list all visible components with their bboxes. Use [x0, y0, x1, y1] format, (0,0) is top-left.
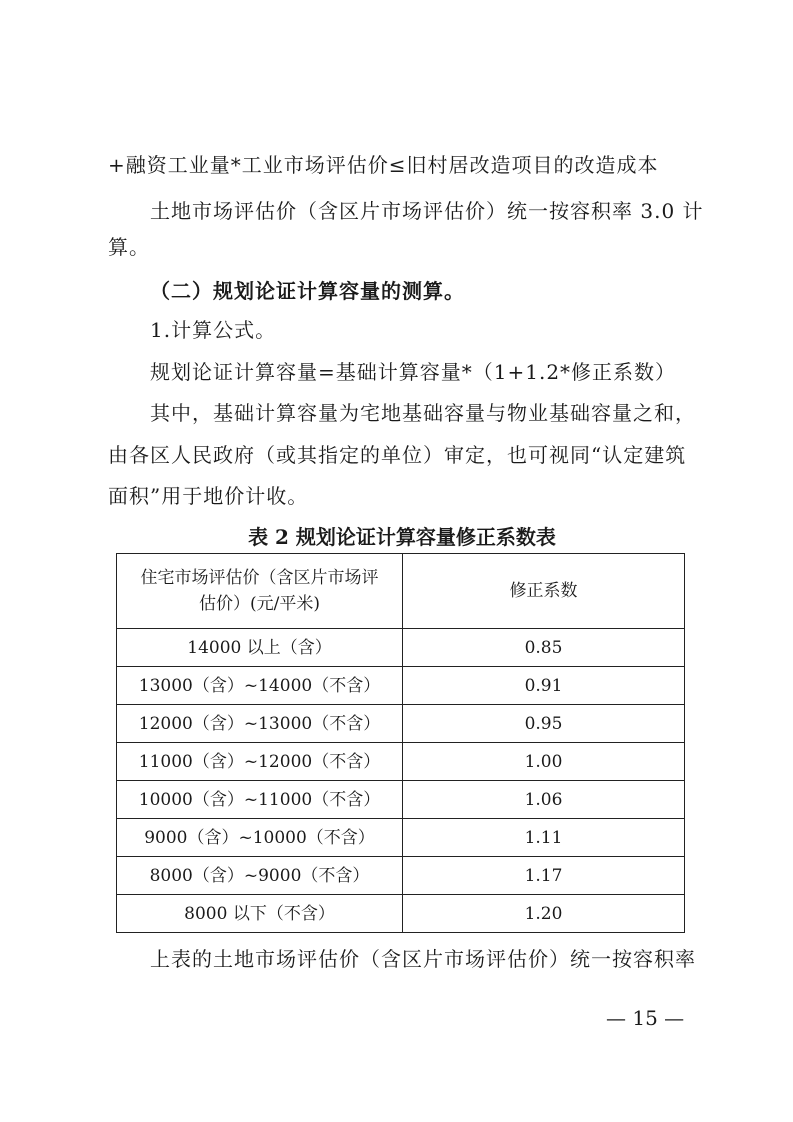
price-range-cell: 8000（含）~9000（不含）: [117, 857, 403, 895]
table-row: [117, 895, 685, 933]
table-row: [117, 629, 685, 667]
table-caption: 表 2 规划论证计算容量修正系数表: [248, 525, 556, 549]
coefficient-cell: 1.00: [403, 743, 685, 781]
coefficient-cell: 0.85: [403, 629, 685, 667]
paragraph-line: 上表的土地市场评估价（含区片市场评估价）统一按容积率: [150, 947, 696, 971]
paragraph-line: 土地市场评估价（含区片市场评估价）统一按容积率 3.0 计: [150, 199, 704, 223]
list-item: 1.计算公式。: [150, 318, 277, 342]
paragraph-line: 其中，基础计算容量为宅地基础容量与物业基础容量之和，: [150, 401, 696, 425]
table-row: [117, 857, 685, 895]
header-price-range: [117, 554, 403, 629]
header-price-range-line2: 估价）(元/平米): [199, 594, 320, 614]
coefficient-cell: 1.11: [403, 819, 685, 857]
coefficient-cell: 0.91: [403, 667, 685, 705]
paragraph-line: 面积”用于地价计收。: [108, 484, 309, 508]
formula-line: 规划论证计算容量=基础计算容量*（1+1.2*修正系数）: [150, 360, 677, 384]
coefficient-cell: 1.17: [403, 857, 685, 895]
paragraph-line: 算。: [108, 235, 150, 259]
coefficient-cell: 1.20: [403, 895, 685, 933]
coefficient-cell: 1.06: [403, 781, 685, 819]
price-range-cell: 14000 以上（含）: [117, 629, 403, 667]
paragraph-line: 由各区人民政府（或其指定的单位）审定，也可视同“认定建筑: [108, 443, 687, 467]
paragraph-line: +融资工业量*工业市场评估价≤旧村居改造项目的改造成本: [108, 153, 659, 177]
table-row: [117, 743, 685, 781]
table-row: [117, 781, 685, 819]
table-header-row: [117, 554, 685, 629]
header-price-range-line1: 住宅市场评估价（含区片市场评: [140, 568, 379, 588]
table-row: [117, 667, 685, 705]
coefficient-table: [116, 553, 685, 933]
price-range-cell: 10000（含）~11000（不含）: [117, 781, 403, 819]
coefficient-cell: 0.95: [403, 705, 685, 743]
header-coefficient: 修正系数: [403, 554, 685, 629]
price-range-cell: 9000（含）~10000（不含）: [117, 819, 403, 857]
price-range-cell: 8000 以下（不含）: [117, 895, 403, 933]
price-range-cell: 12000（含）~13000（不含）: [117, 705, 403, 743]
page-number: — 15 —: [606, 1006, 685, 1030]
price-range-cell: 11000（含）~12000（不含）: [117, 743, 403, 781]
table-row: [117, 819, 685, 857]
table-row: [117, 705, 685, 743]
section-heading: （二）规划论证计算容量的测算。: [150, 279, 465, 303]
price-range-cell: 13000（含）~14000（不含）: [117, 667, 403, 705]
